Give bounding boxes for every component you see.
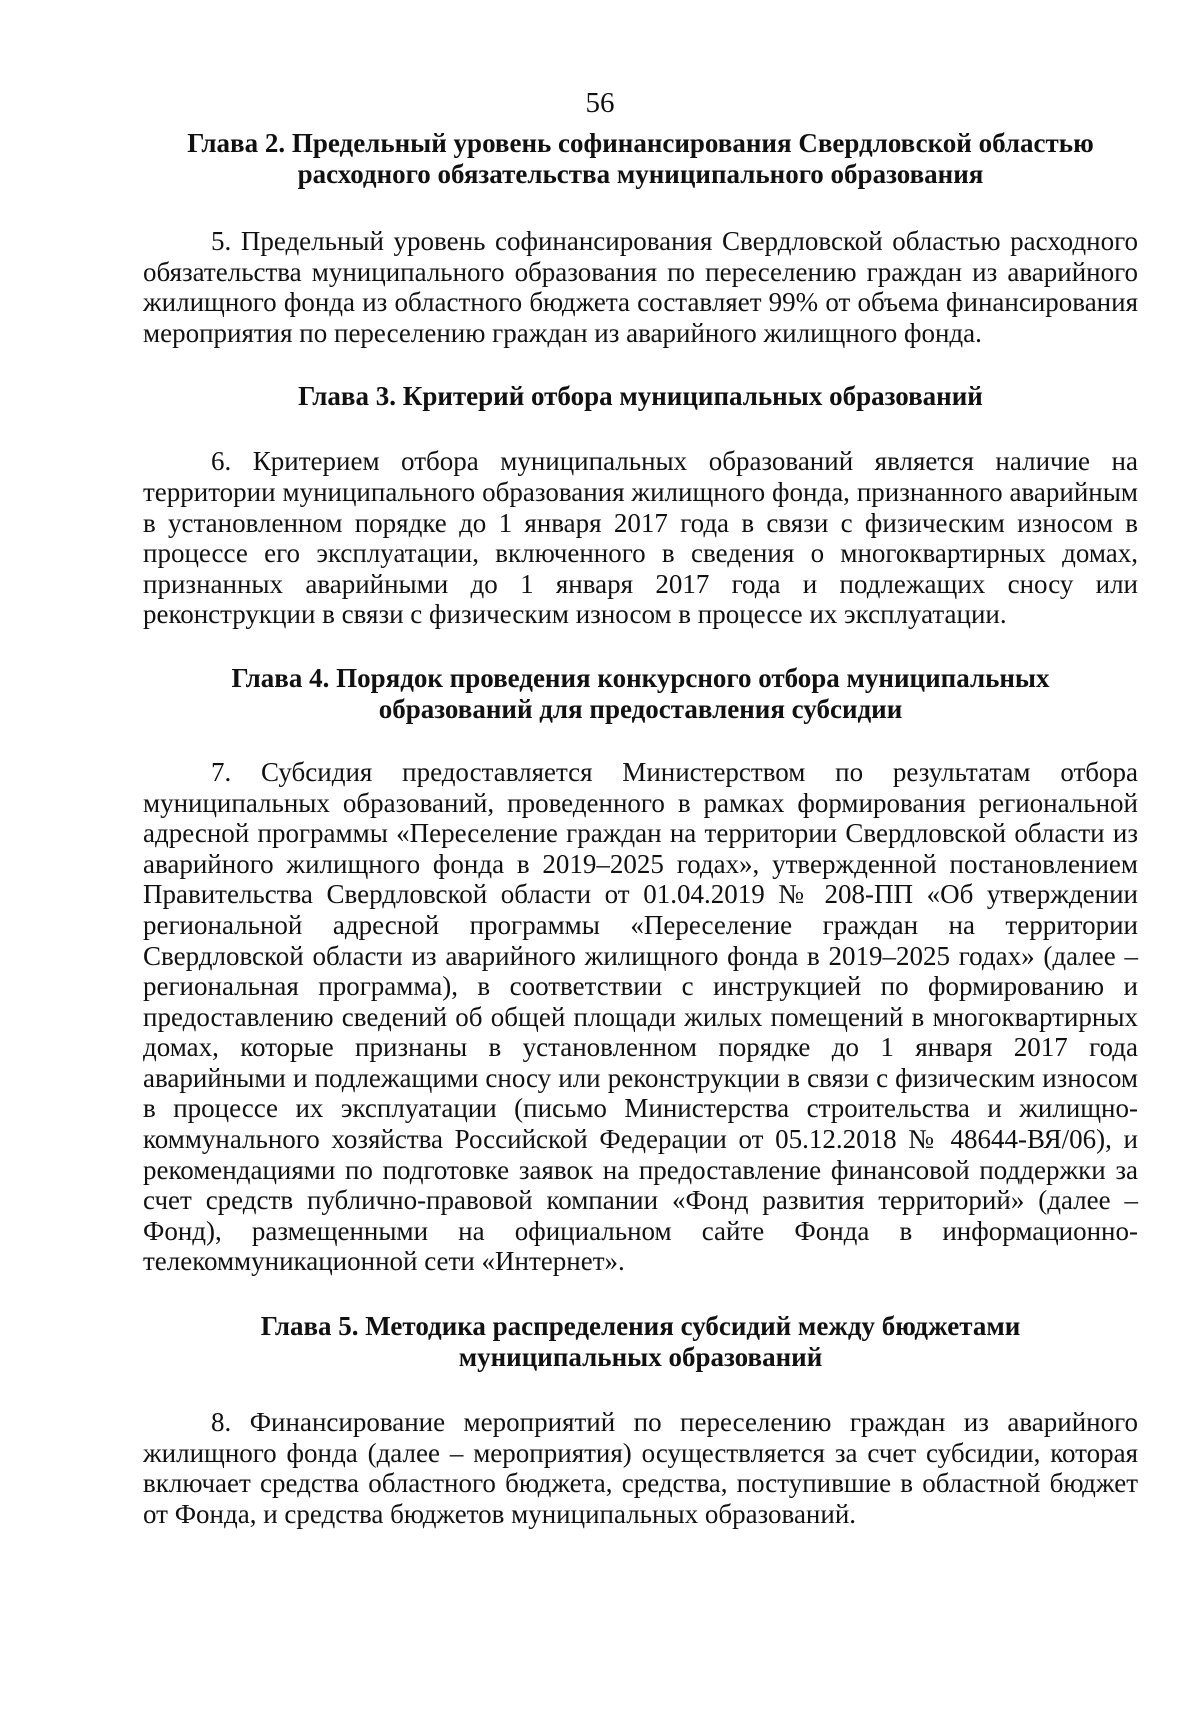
paragraph-6: 6. Критерием отбора муниципальных образований является наличие на территории муниципального образования жилищного фонда, признанного аварийным в установленном порядке до 1 января 2017 года в связи с физическим износом в процессе его эксплуатации, включенного в сведения о многоквартирных домах, признанных аварийными до 1 января 2017 года и подлежащих сносу или реконструкции в связи с физическим износом в процессе их эксплуатации. <box>143 446 1138 630</box>
paragraph-5: 5. Предельный уровень софинансирования Свердловской областью расходного обязательства муниципального образования по переселению граждан из аварийного жилищного фонда из областного бюджета составляет 99% от объема финансирования мероприятия по переселению граждан из аварийного жилищного фонда. <box>143 226 1138 348</box>
chapter-4-title <box>143 663 1138 725</box>
chapter-2-title <box>143 128 1138 190</box>
chapter-3-title-line-1: Глава 3. Критерий отбора муниципальных образований <box>298 381 983 412</box>
page-number: 56 <box>585 87 615 119</box>
document-body <box>143 128 1138 1529</box>
chapter-3-title <box>143 381 1138 412</box>
chapter-2-title-line-2: расходного обязательства муниципального образования <box>297 159 984 189</box>
paragraph-7: 7. Субсидия предоставляется Министерством по результатам отбора муниципальных образований, проведенного в рамках формирования региональной адресной программы «Переселение граждан на территории Свердловской области из аварийного жилищного фонда в 2019–2025 годах», утвержденной постановлением Правительства Свердловской области от 01.04.2019 № 208-ПП «Об утверждении региональной адресной программы «Переселение граждан на территории Свердловской области из аварийного жилищного фонда в 2019–2025 годах» (далее – региональная программа), в соответствии с инструкцией по формированию и предоставлению сведений об общей площади жилых помещений в многоквартирных домах, которые признаны в установленном порядке до 1 января 2017 года аварийными и подлежащими сносу или реконструкции в связи с физическим износом в процессе их эксплуатации (письмо Министерства строительства и жилищно-коммунального хозяйства Российской Федерации от 05.12.2018 № 48644-ВЯ/06), и рекомендациями по подготовке заявок на предоставление финансовой поддержки за счет средств публично-правовой компании «Фонд развития территорий» (далее – Фонд), размещенными на официальном сайте Фонда в информационно-телекоммуникационной сети «Интернет». <box>143 756 1138 1277</box>
chapter-2-title-line-1: Глава 2. Предельный уровень софинансирования Свердловской областью <box>187 128 1094 158</box>
chapter-5-title <box>143 1311 1138 1373</box>
chapter-5-title-line-1: Глава 5. Методика распределения субсидий между бюджетами <box>260 1311 1021 1342</box>
chapter-4-title-line-1: Глава 4. Порядок проведения конкурсного отбора муниципальных <box>231 662 1050 693</box>
chapter-5-title-line-2: муниципальных образований <box>458 1342 823 1373</box>
chapter-4-title-line-2: образований для предоставления субсидии <box>378 693 903 724</box>
paragraph-8: 8. Финансирование мероприятий по переселению граждан из аварийного жилищного фонда (далее – мероприятия) осуществляется за счет субсидии, которая включает средства областного бюджета, средства, поступившие в областной бюджет от Фонда, и средства бюджетов муниципальных образований. <box>143 1407 1138 1529</box>
